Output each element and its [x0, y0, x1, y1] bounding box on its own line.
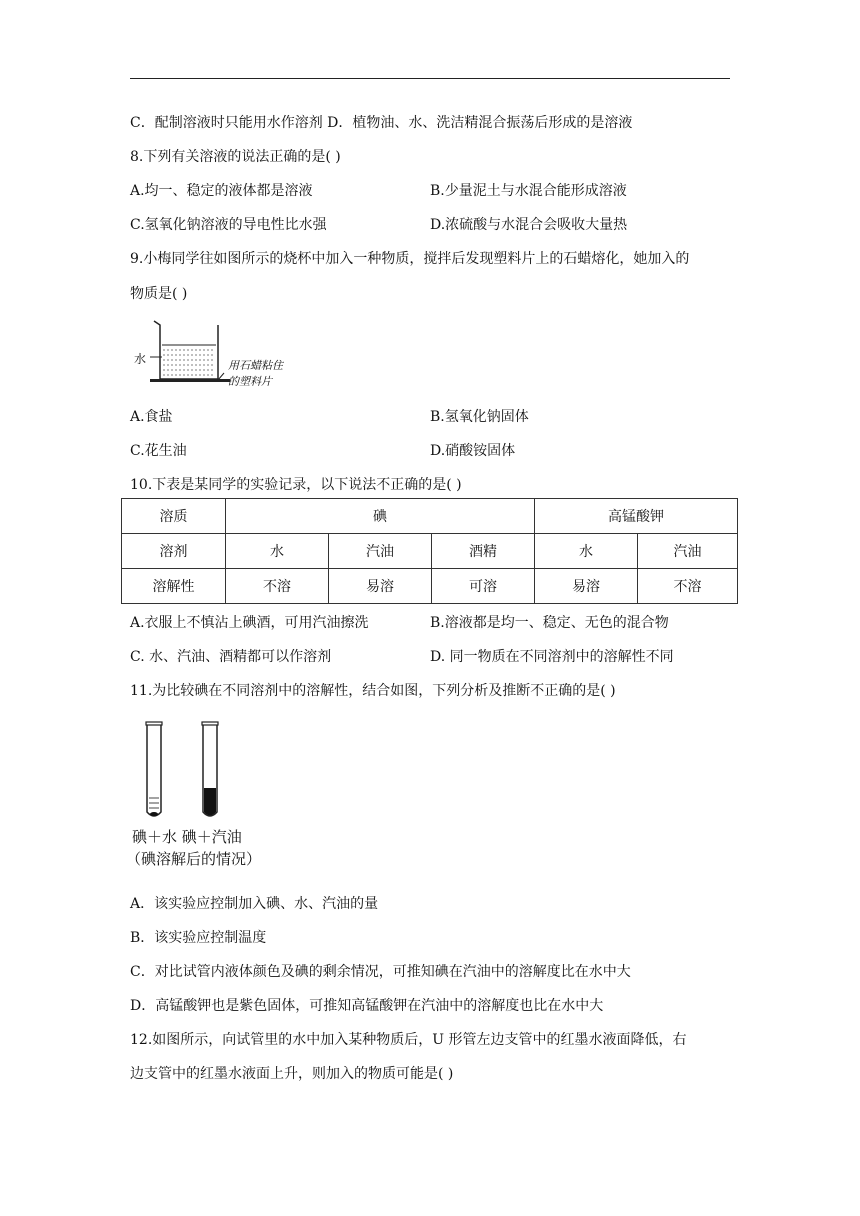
q8-option-c: C.氢氧化钠溶液的导电性比水强 — [130, 217, 327, 233]
q12-stem-line1: 12.如图所示，向试管里的水中加入某种物质后，U 形管左边支管中的红墨水液面降低，右 — [130, 1032, 687, 1048]
q7-options — [130, 112, 632, 132]
q11-option-a: A．该实验应控制加入碘、水、汽油的量 — [130, 896, 379, 912]
q8-stem: 8.下列有关溶液的说法正确的是( ) — [130, 149, 341, 165]
q10-stem: 10.下表是某同学的实验记录，以下说法不正确的是( ) — [130, 477, 462, 493]
test-tube-figure — [126, 718, 272, 868]
table-cell: 碘 — [226, 499, 535, 534]
water-label: 水 — [134, 352, 147, 366]
q9-option-b: B.氢氧化钠固体 — [430, 409, 529, 425]
table-cell: 高锰酸钾 — [535, 499, 738, 534]
table-cell: 可溶 — [432, 569, 535, 604]
q11-option-b: B．该实验应控制温度 — [130, 930, 267, 946]
beaker-figure — [132, 315, 312, 390]
table-cell: 易溶 — [535, 569, 638, 604]
table-row — [122, 569, 738, 604]
table-cell: 溶质 — [122, 499, 226, 534]
q10-option-a: A.衣服上不慎沾上碘酒，可用汽油擦洗 — [130, 615, 369, 631]
q8-option-b: B.少量泥土与水混合能形成溶液 — [430, 183, 627, 199]
q9-stem-line2: 物质是( ) — [130, 286, 188, 302]
experiment-record-table — [121, 498, 738, 604]
q12-stem-line2: 边支管中的红墨水液面上升，则加入的物质可能是( ) — [130, 1066, 454, 1082]
table-cell: 易溶 — [329, 569, 432, 604]
q7-option-d: D．植物油、水、洗洁精混合振荡后形成的是溶液 — [327, 115, 633, 131]
table-cell: 水 — [535, 534, 638, 569]
table-cell: 汽油 — [329, 534, 432, 569]
q7-option-c: C．配制溶液时只能用水作溶剂 — [130, 115, 323, 131]
table-cell: 溶解性 — [122, 569, 226, 604]
table-row — [122, 534, 738, 569]
tube-labels: 碘＋水 碘＋汽油 — [132, 828, 242, 846]
table-cell: 水 — [226, 534, 329, 569]
q9-option-c: C.花生油 — [130, 443, 187, 459]
q8-option-a: A.均一、稳定的液体都是溶液 — [130, 183, 313, 199]
q10-option-b: B.溶液都是均一、稳定、无色的混合物 — [430, 615, 669, 631]
table-row — [122, 499, 738, 534]
q9-option-d: D.硝酸铵固体 — [430, 443, 516, 459]
q10-option-c: C. 水、汽油、酒精都可以作溶剂 — [130, 649, 332, 665]
q11-option-c: C．对比试管内液体颜色及碘的剩余情况，可推知碘在汽油中的溶解度比在水中大 — [130, 964, 631, 980]
tube-caption: （碘溶解后的情况） — [126, 850, 262, 868]
q11-stem: 11.为比较碘在不同溶剂中的溶解性，结合如图，下列分析及推断不正确的是( ) — [130, 683, 616, 699]
table-cell: 汽油 — [638, 534, 738, 569]
table-cell: 溶剂 — [122, 534, 226, 569]
beaker-diagram — [132, 315, 312, 390]
q9-stem-line1: 9.小梅同学往如图所示的烧杯中加入一种物质，搅拌后发现塑料片上的石蜡熔化，她加入的 — [130, 251, 690, 267]
plate-label-line1: 用石蜡粘住 — [228, 359, 283, 372]
table-cell: 不溶 — [226, 569, 329, 604]
q11-option-d: D．高锰酸钾也是紫色固体，可推知高锰酸钾在汽油中的溶解度也比在水中大 — [130, 998, 604, 1014]
header-rule — [130, 78, 730, 79]
q8-option-d: D.浓硫酸与水混合会吸收大量热 — [430, 217, 628, 233]
q9-option-a: A.食盐 — [130, 409, 173, 425]
plate-label-line2: 的塑料片 — [228, 375, 272, 388]
table-cell: 酒精 — [432, 534, 535, 569]
q10-option-d: D. 同一物质在不同溶剂中的溶解性不同 — [430, 649, 674, 665]
test-tubes-diagram — [132, 718, 272, 822]
table-cell: 不溶 — [638, 569, 738, 604]
